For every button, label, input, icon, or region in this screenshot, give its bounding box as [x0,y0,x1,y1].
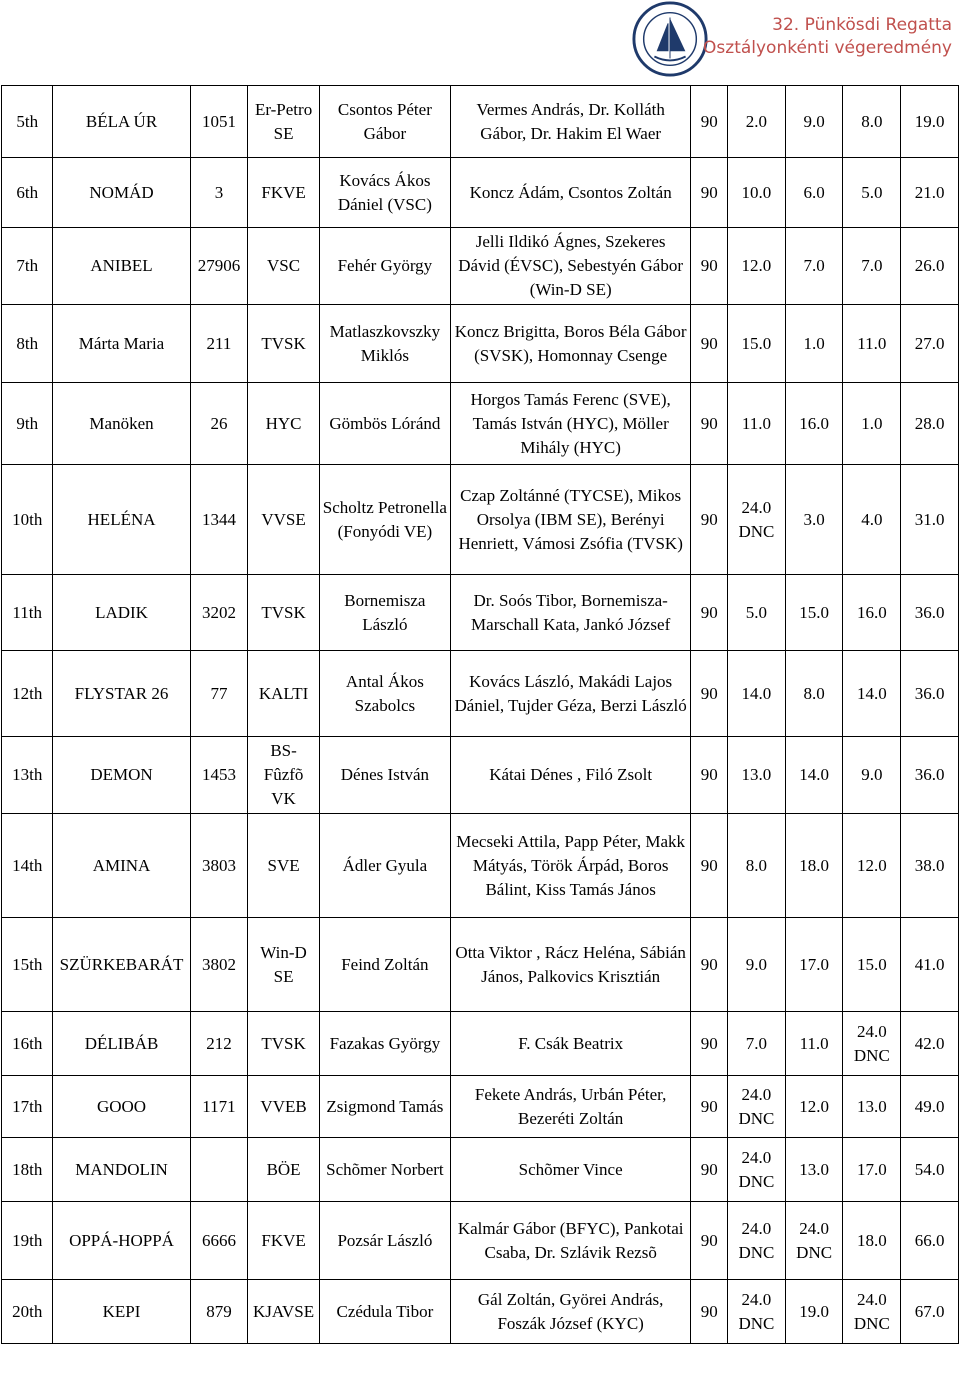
cell-club: TVSK [248,575,319,651]
cell-total: 54.0 [901,1138,959,1202]
cell-hc: 90 [691,465,728,575]
cell-hc: 90 [691,1138,728,1202]
cell-total: 19.0 [901,86,959,158]
cell-sail: 879 [190,1280,248,1344]
cell-r1: 24.0 DNC [728,1076,786,1138]
cell-place: 6th [2,158,53,228]
cell-total: 66.0 [901,1202,959,1280]
cell-r1: 9.0 [728,918,786,1012]
cell-crew: Vermes András, Dr. Kolláth Gábor, Dr. Hakim El Waer [450,86,690,158]
cell-place: 5th [2,86,53,158]
cell-r3: 4.0 [843,465,901,575]
cell-sail: 211 [190,305,248,383]
cell-club: Win-D SE [248,918,319,1012]
cell-crew: Horgos Tamás Ferenc (SVE), Tamás István (HYC), Möller Mihály (HYC) [450,383,690,465]
cell-r2: 19.0 [785,1280,843,1344]
cell-club: VVEB [248,1076,319,1138]
cell-boat: HELÉNA [53,465,190,575]
cell-r3: 18.0 [843,1202,901,1280]
result-row [2,1076,959,1138]
cell-r1: 13.0 [728,737,786,814]
cell-boat: KEPI [53,1280,190,1344]
cell-helm: Scholtz Petronella (Fonyódi VE) [319,465,450,575]
cell-place: 16th [2,1012,53,1076]
cell-total: 49.0 [901,1076,959,1138]
cell-hc: 90 [691,158,728,228]
cell-sail: 27906 [190,228,248,305]
cell-r3: 17.0 [843,1138,901,1202]
cell-place: 11th [2,575,53,651]
result-row [2,651,959,737]
cell-total: 26.0 [901,228,959,305]
cell-crew: Gál Zoltán, Györei András, Foszák József (KYC) [450,1280,690,1344]
cell-r2: 12.0 [785,1076,843,1138]
cell-r3: 7.0 [843,228,901,305]
cell-boat: ANIBEL [53,228,190,305]
cell-r2: 24.0 DNC [785,1202,843,1280]
cell-helm: Fazakas György [319,1012,450,1076]
cell-helm: Matlaszkovszky Miklós [319,305,450,383]
cell-boat: Manöken [53,383,190,465]
cell-place: 17th [2,1076,53,1138]
cell-total: 36.0 [901,575,959,651]
cell-hc: 90 [691,575,728,651]
cell-r3: 24.0 DNC [843,1280,901,1344]
result-row [2,918,959,1012]
result-row [2,1012,959,1076]
cell-r3: 5.0 [843,158,901,228]
cell-r2: 9.0 [785,86,843,158]
cell-hc: 90 [691,918,728,1012]
result-row [2,383,959,465]
cell-r2: 17.0 [785,918,843,1012]
cell-r3: 13.0 [843,1076,901,1138]
cell-hc: 90 [691,1012,728,1076]
cell-club: BÖE [248,1138,319,1202]
cell-club: FKVE [248,1202,319,1280]
cell-sail: 77 [190,651,248,737]
cell-crew: Mecseki Attila, Papp Péter, Makk Mátyás, Török Árpád, Boros Bálint, Kiss Tamás János [450,814,690,918]
cell-sail: 1171 [190,1076,248,1138]
cell-boat: GOOO [53,1076,190,1138]
cell-club: HYC [248,383,319,465]
cell-helm: Kovács Ákos Dániel (VSC) [319,158,450,228]
cell-boat: DEMON [53,737,190,814]
cell-helm: Dénes István [319,737,450,814]
result-row [2,575,959,651]
cell-r2: 16.0 [785,383,843,465]
cell-club: TVSK [248,1012,319,1076]
cell-helm: Schõmer Norbert [319,1138,450,1202]
cell-boat: NOMÁD [53,158,190,228]
cell-crew: Schõmer Vince [450,1138,690,1202]
result-row [2,814,959,918]
cell-helm: Feind Zoltán [319,918,450,1012]
cell-helm: Ádler Gyula [319,814,450,918]
cell-helm: Zsigmond Tamás [319,1076,450,1138]
cell-sail: 26 [190,383,248,465]
club-logo-icon [630,0,710,78]
cell-hc: 90 [691,305,728,383]
cell-boat: BÉLA ÚR [53,86,190,158]
result-row [2,158,959,228]
cell-r3: 9.0 [843,737,901,814]
cell-crew: Otta Viktor , Rácz Heléna, Sábián János, Palkovics Krisztián [450,918,690,1012]
cell-crew: Jelli Ildikó Ágnes, Szekeres Dávid (ÉVSC), Sebestyén Gábor (Win-D SE) [450,228,690,305]
cell-total: 27.0 [901,305,959,383]
cell-sail: 3802 [190,918,248,1012]
cell-r2: 14.0 [785,737,843,814]
cell-place: 13th [2,737,53,814]
cell-r2: 15.0 [785,575,843,651]
result-row [2,228,959,305]
cell-r1: 7.0 [728,1012,786,1076]
cell-helm: Fehér György [319,228,450,305]
cell-hc: 90 [691,651,728,737]
cell-sail: 212 [190,1012,248,1076]
cell-helm: Czédula Tibor [319,1280,450,1344]
cell-total: 42.0 [901,1012,959,1076]
cell-helm: Gömbös Lóránd [319,383,450,465]
page-header [0,0,960,85]
cell-r3: 24.0 DNC [843,1012,901,1076]
cell-boat: SZÜRKEBARÁT [53,918,190,1012]
cell-hc: 90 [691,737,728,814]
cell-club: SVE [248,814,319,918]
cell-r2: 13.0 [785,1138,843,1202]
cell-sail: 1051 [190,86,248,158]
cell-r1: 24.0 DNC [728,1280,786,1344]
cell-sail: 1344 [190,465,248,575]
cell-r2: 18.0 [785,814,843,918]
cell-total: 67.0 [901,1280,959,1344]
cell-total: 36.0 [901,651,959,737]
cell-crew: Koncz Ádám, Csontos Zoltán [450,158,690,228]
cell-place: 7th [2,228,53,305]
cell-place: 18th [2,1138,53,1202]
cell-total: 41.0 [901,918,959,1012]
cell-r1: 14.0 [728,651,786,737]
cell-club: KJAVSE [248,1280,319,1344]
cell-boat: LADIK [53,575,190,651]
cell-sail: 3 [190,158,248,228]
cell-r2: 3.0 [785,465,843,575]
cell-crew: Koncz Brigitta, Boros Béla Gábor (SVSK), Homonnay Csenge [450,305,690,383]
cell-r2: 8.0 [785,651,843,737]
cell-boat: Márta Maria [53,305,190,383]
results-table [1,85,959,1344]
cell-boat: DÉLIBÁB [53,1012,190,1076]
header-title: 32. Pünkösdi Regatta [772,15,952,35]
cell-helm: Antal Ákos Szabolcs [319,651,450,737]
cell-r1: 15.0 [728,305,786,383]
cell-hc: 90 [691,86,728,158]
cell-sail: 3803 [190,814,248,918]
cell-club: VSC [248,228,319,305]
cell-helm: Bornemisza László [319,575,450,651]
cell-r3: 1.0 [843,383,901,465]
cell-club: BS-Fûzfõ VK [248,737,319,814]
result-row [2,1138,959,1202]
cell-crew: Kátai Dénes , Filó Zsolt [450,737,690,814]
cell-total: 36.0 [901,737,959,814]
cell-crew: Fekete András, Urbán Péter, Bezeréti Zoltán [450,1076,690,1138]
cell-club: KALTI [248,651,319,737]
cell-r2: 11.0 [785,1012,843,1076]
cell-crew: Kovács László, Makádi Lajos Dániel, Tujder Géza, Berzi László [450,651,690,737]
result-row [2,465,959,575]
cell-club: TVSK [248,305,319,383]
cell-total: 21.0 [901,158,959,228]
cell-r3: 8.0 [843,86,901,158]
cell-r3: 14.0 [843,651,901,737]
cell-r1: 10.0 [728,158,786,228]
cell-hc: 90 [691,814,728,918]
cell-club: VVSE [248,465,319,575]
cell-place: 15th [2,918,53,1012]
cell-r1: 5.0 [728,575,786,651]
cell-place: 9th [2,383,53,465]
cell-r3: 11.0 [843,305,901,383]
cell-r1: 2.0 [728,86,786,158]
cell-r2: 1.0 [785,305,843,383]
cell-crew: Czap Zoltánné (TYCSE), Mikos Orsolya (IBM SE), Berényi Henriett, Vámosi Zsófia (TVSK) [450,465,690,575]
cell-r1: 8.0 [728,814,786,918]
result-row [2,86,959,158]
cell-r3: 15.0 [843,918,901,1012]
cell-total: 31.0 [901,465,959,575]
cell-place: 10th [2,465,53,575]
cell-hc: 90 [691,228,728,305]
cell-place: 19th [2,1202,53,1280]
cell-r1: 24.0 DNC [728,1138,786,1202]
cell-boat: AMINA [53,814,190,918]
cell-r1: 24.0 DNC [728,1202,786,1280]
result-row [2,737,959,814]
cell-place: 14th [2,814,53,918]
cell-total: 38.0 [901,814,959,918]
cell-crew: Dr. Soós Tibor, Bornemisza-Marschall Kata, Jankó József [450,575,690,651]
cell-hc: 90 [691,1280,728,1344]
result-row [2,305,959,383]
cell-sail [190,1138,248,1202]
cell-r2: 7.0 [785,228,843,305]
header-subtitle: Osztályonkénti végeredmény [703,38,952,58]
cell-r1: 24.0 DNC [728,465,786,575]
cell-place: 20th [2,1280,53,1344]
result-row [2,1280,959,1344]
cell-place: 12th [2,651,53,737]
cell-sail: 6666 [190,1202,248,1280]
cell-total: 28.0 [901,383,959,465]
cell-boat: MANDOLIN [53,1138,190,1202]
cell-sail: 3202 [190,575,248,651]
cell-hc: 90 [691,1202,728,1280]
cell-r3: 16.0 [843,575,901,651]
cell-r3: 12.0 [843,814,901,918]
cell-crew: Kalmár Gábor (BFYC), Pankotai Csaba, Dr. Szlávik Rezsõ [450,1202,690,1280]
cell-r2: 6.0 [785,158,843,228]
cell-r1: 11.0 [728,383,786,465]
cell-helm: Pozsár László [319,1202,450,1280]
cell-r1: 12.0 [728,228,786,305]
cell-sail: 1453 [190,737,248,814]
cell-boat: FLYSTAR 26 [53,651,190,737]
cell-crew: F. Csák Beatrix [450,1012,690,1076]
cell-hc: 90 [691,1076,728,1138]
cell-club: Er-Petro SE [248,86,319,158]
cell-place: 8th [2,305,53,383]
cell-boat: OPPÁ-HOPPÁ [53,1202,190,1280]
cell-hc: 90 [691,383,728,465]
cell-club: FKVE [248,158,319,228]
cell-helm: Csontos Péter Gábor [319,86,450,158]
result-row [2,1202,959,1280]
